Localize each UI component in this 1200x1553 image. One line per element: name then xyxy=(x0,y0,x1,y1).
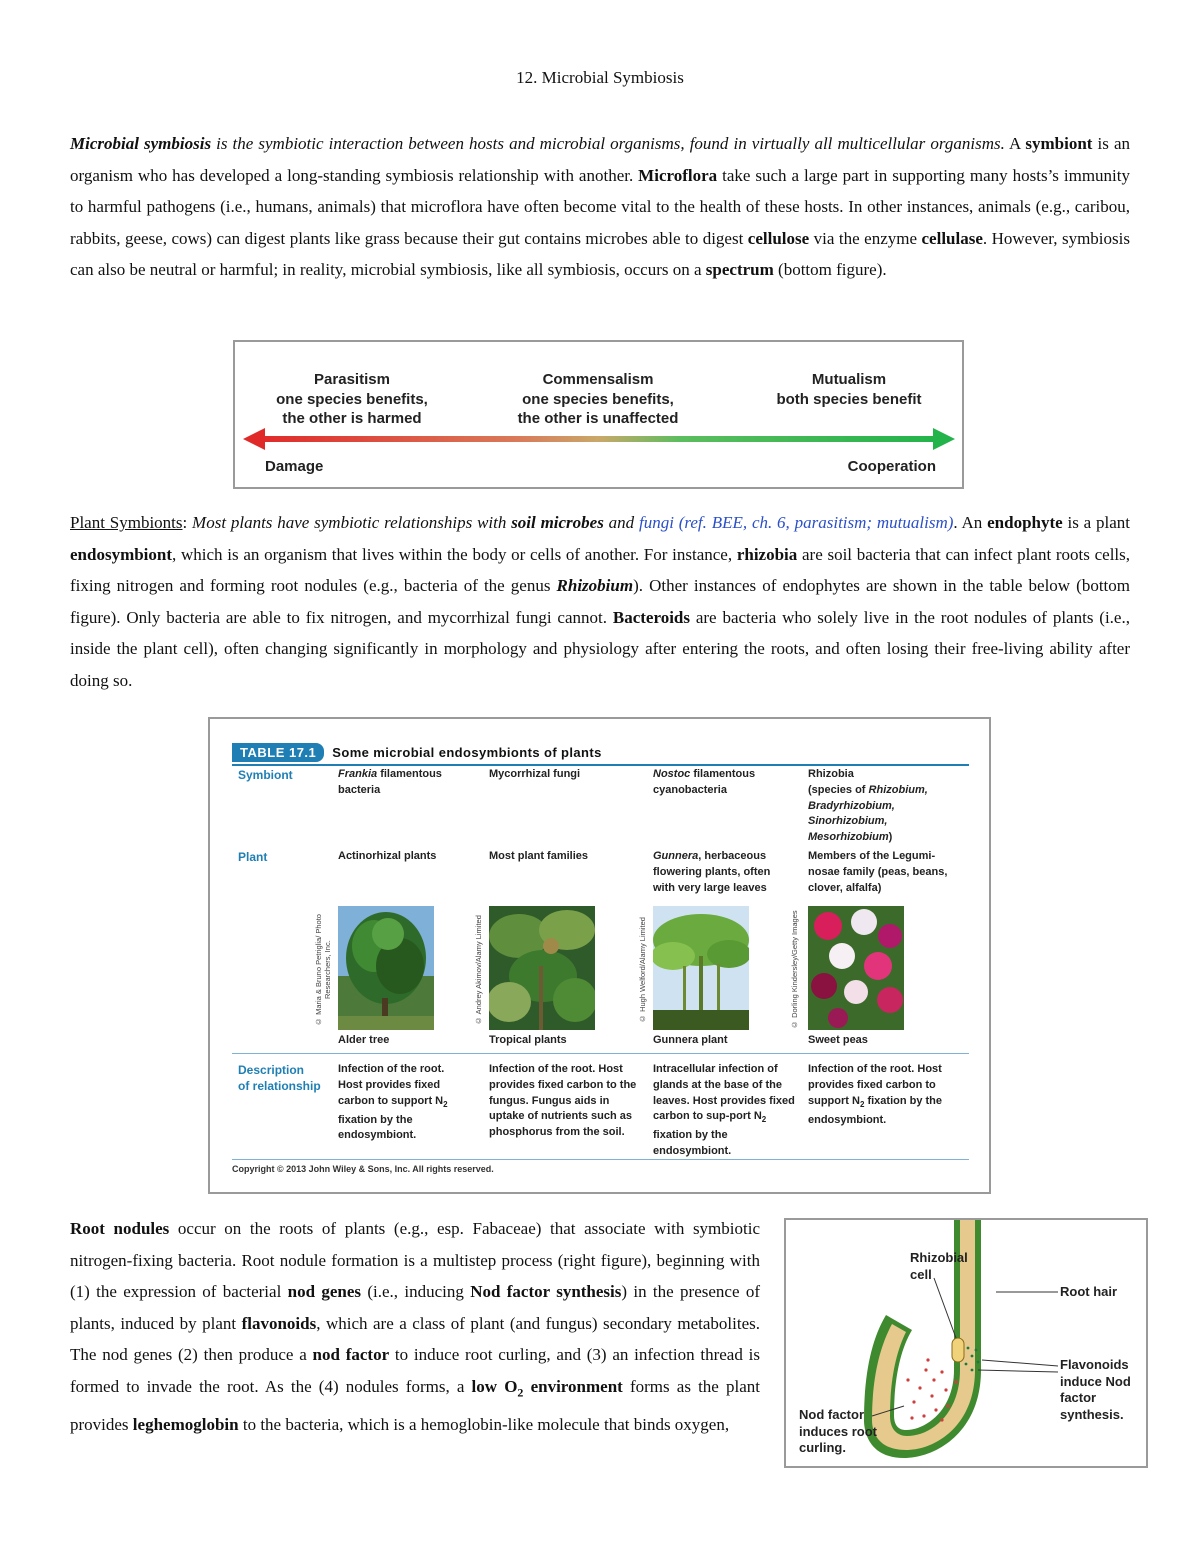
photo-caption-sweet-peas: Sweet peas xyxy=(808,1034,868,1046)
text: occur on the roots of plants (e.g., esp. Fabaceae) that associate with symbiotic nitrogen-fixing bacteria. Root nodule formation is a multistep process (right figure), beginning with (1) the expression of bacterial xyxy=(70,1219,760,1302)
cooperation-arrowhead xyxy=(933,428,955,450)
text: environment xyxy=(523,1376,623,1396)
term-microflora: Microflora xyxy=(638,165,718,185)
term-nod-genes: nod genes xyxy=(287,1282,362,1302)
text: filamentous bacteria xyxy=(338,768,442,796)
text: fixation by the endosymbiont. xyxy=(653,1129,732,1158)
text: ) xyxy=(888,831,893,844)
text: forms as the plant provides xyxy=(70,1376,760,1434)
symbiosis-spectrum-figure xyxy=(233,340,964,489)
text: ). Other instances of endophytes are shown in the table below (bottom figure). Only bacteria are able to fix nitrogen, and mycorrhizal fungi cannot. xyxy=(70,576,1130,627)
text: Nod factor xyxy=(799,1407,864,1422)
text: Rhizobia xyxy=(808,768,854,780)
text: induce Nod xyxy=(1060,1373,1131,1389)
commensalism-label xyxy=(478,370,718,429)
text: fixation by the endosymbiont. xyxy=(338,1113,417,1142)
term-root-nodules: Root nodules xyxy=(70,1219,170,1238)
text: cell xyxy=(910,1266,932,1282)
text: is a plant xyxy=(1062,513,1131,532)
cell-symbiont-rhizobia xyxy=(808,767,943,846)
text: A xyxy=(1004,134,1026,153)
text: to the bacteria, which is a hemoglobin-like molecule that binds oxygen, xyxy=(238,1414,730,1434)
text: . An xyxy=(953,513,988,532)
term-bacteroids: Bacteroids xyxy=(612,607,690,627)
rhizobial-cell-label xyxy=(910,1250,968,1283)
text: (species of xyxy=(808,783,869,796)
text: , which is an organism that lives within the body or cells of another. For instance, xyxy=(172,544,737,564)
damage-label: Damage xyxy=(265,458,324,475)
text: curling. xyxy=(799,1440,846,1455)
rhizobial-cell-shape xyxy=(952,1338,964,1362)
root-hair-label: Root hair xyxy=(1060,1284,1118,1299)
fungi-reference-link[interactable]: fungi (ref. BEE, ch. 6, parasitism; mutualism) xyxy=(638,513,954,532)
page-title: 12. Microbial Symbiosis xyxy=(516,68,684,87)
sweet-peas-photo xyxy=(808,906,904,1030)
text: Infection of the root. Host provides fixed carbon to support N xyxy=(808,1063,942,1107)
text: to induce root curling, and (3) an infection thread is formed to invade the root. As the (4) nodules forms, a xyxy=(70,1345,760,1396)
table-number-badge: TABLE 17.1 xyxy=(232,743,324,762)
term-nod-factor-synthesis: Nod factor synthesis xyxy=(470,1282,622,1302)
text: Infection of the root. Host provides fixed carbon to support N xyxy=(338,1063,445,1107)
mutualism-title: Mutualism xyxy=(811,371,887,388)
term-soil-microbes: soil microbes xyxy=(511,513,604,532)
subscript: 2 xyxy=(517,1385,524,1400)
text: induces root xyxy=(799,1423,878,1439)
root-curling-figure xyxy=(784,1218,1148,1468)
cell-plant-most-families: Most plant families xyxy=(489,850,589,862)
text: factor xyxy=(1060,1390,1097,1405)
parasitism-title: Parasitism xyxy=(314,371,390,388)
table-rule-mid xyxy=(232,1053,969,1054)
text: and xyxy=(603,513,639,532)
mutualism-desc-1: both species benefit xyxy=(776,390,922,408)
cell-plant-actinorhizal: Actinorhizal plants xyxy=(338,850,437,862)
definition-text: is the symbiotic interaction between hosts and microbial organisms, found in virtually all multicellular organisms. xyxy=(211,134,1005,153)
text: ) in the presence of plants, induced by plant xyxy=(70,1282,760,1333)
rhizobium-genera: Rhizobium, Bradyrhizobium, Sinorhizobium, Mesorhizobium xyxy=(808,783,928,844)
cell-desc-frankia xyxy=(338,1062,462,1144)
cell-plant-gunnera xyxy=(653,849,793,896)
table-title xyxy=(232,741,602,763)
table-rule-bottom xyxy=(232,1159,969,1160)
mutualism-label xyxy=(729,370,969,409)
text: (i.e., inducing xyxy=(361,1282,471,1302)
photo-credit-1: © Maria & Bruno Petriglia/ Photo Researchers, Inc. xyxy=(314,914,332,1026)
term-endophyte: endophyte xyxy=(987,513,1063,532)
genus-gunnera: Gunnera xyxy=(653,850,699,862)
parasitism-label xyxy=(232,370,472,429)
spectrum-bar xyxy=(259,436,939,442)
genus-frankia: Frankia xyxy=(338,768,378,780)
root-nodules-paragraph xyxy=(70,1213,760,1441)
term-microbial-symbiosis: Microbial symbiosis xyxy=(70,134,212,153)
parasitism-desc-1: one species benefits, xyxy=(276,390,428,408)
text: , which are a class of plant (and fungus) secondary metabolites. The nod genes (2) then produce a xyxy=(70,1313,760,1365)
row-head-symbiont: Symbiont xyxy=(238,768,293,782)
photo-credit-4: © Dorling Kindersley/Getty Images xyxy=(790,910,799,1030)
endosymbionts-table-figure xyxy=(208,717,991,1194)
intro-paragraph xyxy=(70,128,1130,286)
photo-caption-alder: Alder tree xyxy=(338,1034,390,1046)
text: , herbaceous flowering plants, often with very large leaves xyxy=(653,850,771,894)
text: : xyxy=(182,513,193,532)
photo-credit-3: © Hugh Welford/Alamy Limited xyxy=(638,917,647,1023)
cell-symbiont-frankia xyxy=(338,767,458,799)
text: filamentous cyanobacteria xyxy=(653,768,756,796)
text: are bacteria who solely live in the root nodules of plants (i.e., inside the plant cell), often changing significantly in morphology and physiology after entering the roots, and often losing their free-living ability after doing so. xyxy=(70,607,1130,690)
cell-plant-leguminosae: Members of the Legumi-nosae family (peas, beans, clover, alfalfa) xyxy=(808,850,948,894)
row-head-description-1: Description xyxy=(238,1063,305,1077)
photo-credit-2: © Andrey Akimov/Alamy Limited xyxy=(474,915,483,1025)
parasitism-desc-2: the other is harmed xyxy=(282,410,422,427)
term-flavonoids: flavonoids xyxy=(241,1313,317,1333)
term-low-o2 xyxy=(471,1376,623,1400)
tropical-plants-photo xyxy=(489,906,595,1030)
photo-caption-gunnera: Gunnera plant xyxy=(653,1034,728,1046)
table-rule-top xyxy=(232,764,969,766)
row-head-description xyxy=(238,1062,321,1094)
text: (bottom figure). xyxy=(773,260,887,280)
alder-tree-photo xyxy=(338,906,434,1030)
term-rhizobium: Rhizobium xyxy=(556,576,634,596)
term-cellulase: cellulase xyxy=(921,228,983,248)
subscript: 2 xyxy=(859,1099,865,1109)
gunnera-plant-photo xyxy=(653,906,749,1030)
text: synthesis. xyxy=(1060,1406,1124,1422)
text: Rhizobial xyxy=(910,1250,968,1265)
term-rhizobia: rhizobia xyxy=(736,544,798,564)
cell-desc-nostoc xyxy=(653,1062,795,1160)
term-leghemoglobin: leghemoglobin xyxy=(132,1414,239,1434)
damage-arrowhead xyxy=(243,428,265,450)
text: Flavonoids xyxy=(1060,1357,1129,1372)
table-copyright: Copyright © 2013 John Wiley & Sons, Inc. All rights reserved. xyxy=(232,1164,494,1174)
text: is an organism who has developed a long-standing symbiosis relationship with another. xyxy=(70,134,1130,185)
commensalism-title: Commensalism xyxy=(542,371,654,388)
term-endosymbiont: endosymbiont xyxy=(70,544,173,564)
row-head-plant: Plant xyxy=(238,850,268,864)
text: low O xyxy=(471,1376,518,1396)
term-cellulose: cellulose xyxy=(747,228,810,248)
section-heading-plant-symbionts: Plant Symbionts xyxy=(70,513,183,532)
text: via the enzyme xyxy=(809,228,922,248)
term-spectrum: spectrum xyxy=(705,260,774,280)
spectrum-arrow xyxy=(243,426,955,452)
flavonoids-label xyxy=(1060,1357,1131,1423)
text: are soil bacteria that can infect plant roots cells, fixing nitrogen and forming root nodules (e.g., bacteria of the genus xyxy=(70,544,1131,596)
term-nod-factor: nod factor xyxy=(312,1345,390,1365)
row-head-description-2: of relationship xyxy=(238,1079,321,1093)
term-symbiont: symbiont xyxy=(1025,134,1093,153)
nod-factor-label xyxy=(799,1407,877,1457)
cooperation-label: Cooperation xyxy=(847,458,936,475)
photo-caption-tropical: Tropical plants xyxy=(489,1034,567,1046)
text: Most plants have symbiotic relationships with xyxy=(192,513,512,532)
cell-symbiont-nostoc xyxy=(653,767,773,799)
cell-desc-mycorrhizal: Infection of the root. Host provides fixed carbon to the fungus. Fungus aids in uptake of nutrients such as phosphorus from the soil. xyxy=(489,1063,637,1139)
text: fixation by the endosymbiont. xyxy=(808,1094,943,1126)
commensalism-desc-1: one species benefits, xyxy=(522,390,674,408)
commensalism-desc-2: the other is unaffected xyxy=(517,410,679,427)
cell-symbiont-mycorrhizal: Mycorrhizal fungi xyxy=(489,768,581,780)
table-caption: Some microbial endosymbionts of plants xyxy=(332,744,602,760)
genus-nostoc: Nostoc xyxy=(653,768,691,780)
text: . However, symbiosis can also be neutral or harmful; in reality, microbial symbiosis, like all symbiosis, occurs on a xyxy=(70,228,1130,280)
text: Intracellular infection of glands at the base of the leaves. Host provides fixed carbon to sup-port N xyxy=(653,1063,795,1123)
text: take such a large part in supporting many hosts’s immunity to harmful pathogens (i.e., humans, animals) that microflora have often become vital to the health of these hosts. In other instances, animals (e.g., caribou, rabbits, geese, cows) can digest plants like grass because their gut contains microbes able to digest xyxy=(70,165,1130,248)
cell-desc-rhizobia xyxy=(808,1062,958,1128)
subscript: 2 xyxy=(761,1115,767,1125)
plant-symbionts-paragraph xyxy=(70,507,1130,697)
subscript: 2 xyxy=(443,1099,448,1109)
